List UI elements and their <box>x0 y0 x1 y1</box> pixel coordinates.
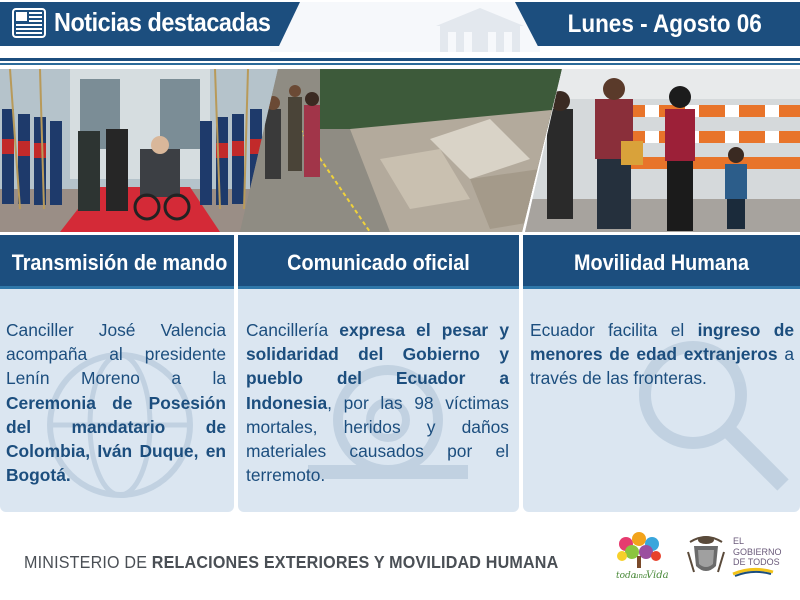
news-card-header <box>0 235 234 289</box>
ministry-name <box>24 552 558 573</box>
news-text-highlight: expresa el pesar y solidaridad del Gobierno y pueblo del Ecuador a Indonesia <box>246 320 509 413</box>
header-divider <box>0 58 800 61</box>
building-watermark-icon <box>430 8 530 52</box>
gov-text-line: DE TODOS <box>733 557 780 567</box>
ministry-name-main: RELACIONES EXTERIORES Y MOVILIDAD HUMANA <box>151 552 559 572</box>
news-card-transmision <box>0 235 234 512</box>
news-text-segment: Cancillería <box>246 320 340 340</box>
header-date: Lunes - Agosto 06 <box>567 10 762 38</box>
toda-una-vida-logo <box>612 530 669 588</box>
news-card-body <box>246 318 509 487</box>
news-card-header <box>523 235 800 289</box>
news-card-title: Transmisión de mando <box>11 250 228 275</box>
news-card-header <box>238 235 519 289</box>
news-card-title: Comunicado oficial <box>287 250 470 275</box>
news-card-title: Movilidad Humana <box>574 250 749 275</box>
news-text-segment: Ecuador facilita el <box>530 320 698 340</box>
news-text-segment: a través de las fronteras. <box>530 344 794 389</box>
news-panels <box>0 235 800 510</box>
gov-text-line: GOBIERNO <box>733 546 782 557</box>
logo-text-toda: toda <box>616 571 637 581</box>
news-card-movilidad <box>523 235 800 512</box>
header-bar <box>0 0 800 66</box>
logo-text-vida: Vida <box>646 570 669 581</box>
government-logo-text <box>733 536 782 578</box>
photo-ceremony <box>0 69 278 232</box>
gov-text-line: EL <box>733 536 745 546</box>
footer <box>0 512 800 600</box>
news-text-segment: , por las 98 víctimas mortales, heridos y daños materiales causados por el terremoto. <box>246 392 509 486</box>
photo-earthquake <box>240 69 562 232</box>
photo-migrants <box>525 69 800 232</box>
logo-text-una: una <box>634 572 648 580</box>
news-text-segment: Canciller José Valencia acompaña al presidente Lenín Moreno a la <box>6 320 226 389</box>
coat-of-arms-icon <box>684 532 728 580</box>
news-card-comunicado <box>238 235 519 512</box>
page-title: Noticias destacadas <box>54 7 271 37</box>
news-text-highlight: Ceremonia de Posesión del mandatario de Colombia, Iván Duque, en Bogotá. <box>6 392 226 486</box>
gov-flag-swoosh-icon <box>733 568 773 576</box>
news-card-body <box>530 318 794 391</box>
news-card-body <box>6 318 226 487</box>
news-text-highlight: ingreso de menores de edad extranjeros <box>530 320 794 365</box>
newspaper-icon <box>12 8 46 38</box>
ministry-name-prefix: MINISTERIO DE <box>24 552 152 572</box>
header-divider-secondary <box>0 63 800 65</box>
